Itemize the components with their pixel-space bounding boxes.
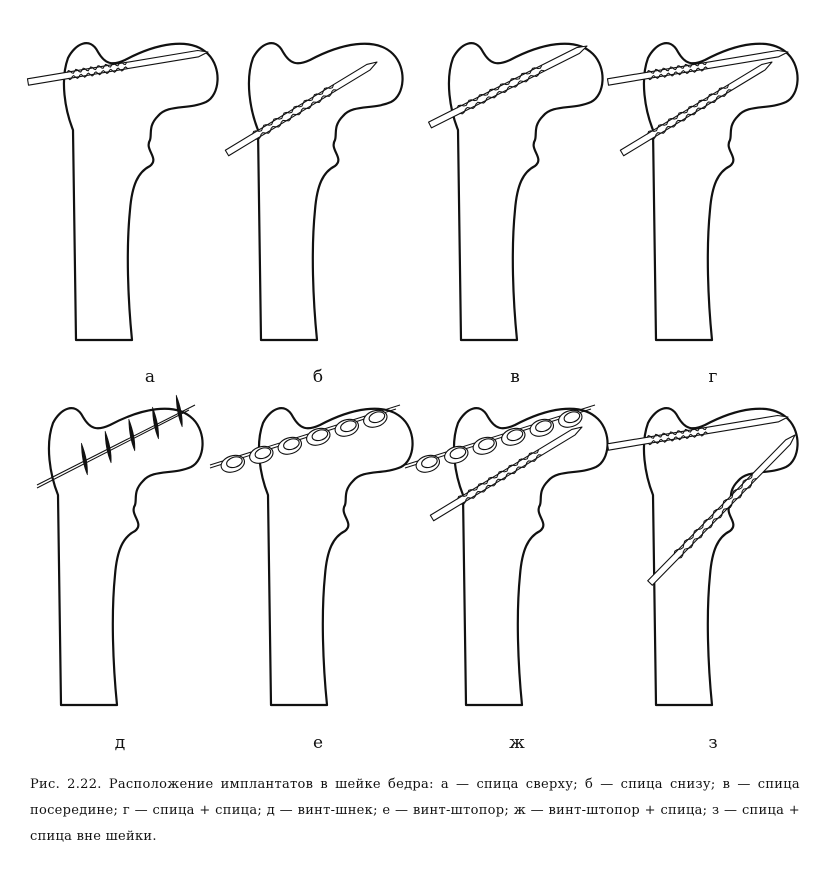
panel-b [225, 43, 402, 340]
panel-a [27, 43, 217, 340]
panel-label-zh: ж [509, 733, 525, 753]
panel-label-v: в [510, 367, 520, 387]
femur-outline-d [49, 408, 203, 705]
panel-label-e: е [312, 733, 324, 753]
femur-outline-v [449, 43, 603, 340]
implant-pin-a-1 [27, 50, 208, 85]
implant-corkscrew-e-1 [210, 405, 400, 475]
panel-z [607, 408, 797, 705]
caption-text: Рис. 2.22. Расположение имплантатов в шейке бедра: а — спица сверху; б — спица снизу; в — спица посередине; г — спица + спица; д — винт-шнек; е — винт-штопор; ж — винт-штопор + спица; з — спица + спица вне шейки. [30, 777, 800, 844]
panel-label-a: а [144, 367, 156, 387]
panel-d [37, 395, 203, 705]
panel-label-g: г [708, 367, 718, 387]
panel-e [210, 405, 413, 705]
implant-pin-z-1 [607, 415, 788, 450]
panel-v [429, 43, 603, 340]
panel-label-d: д [114, 733, 126, 753]
panel-label-b: б [312, 367, 324, 387]
panel-label-z: з [708, 733, 718, 753]
femur-outline-a [64, 43, 218, 340]
panel-g [607, 43, 797, 340]
panel-zh [405, 405, 608, 705]
implant-pin-z-2 [648, 435, 795, 585]
figure-caption [30, 772, 800, 850]
